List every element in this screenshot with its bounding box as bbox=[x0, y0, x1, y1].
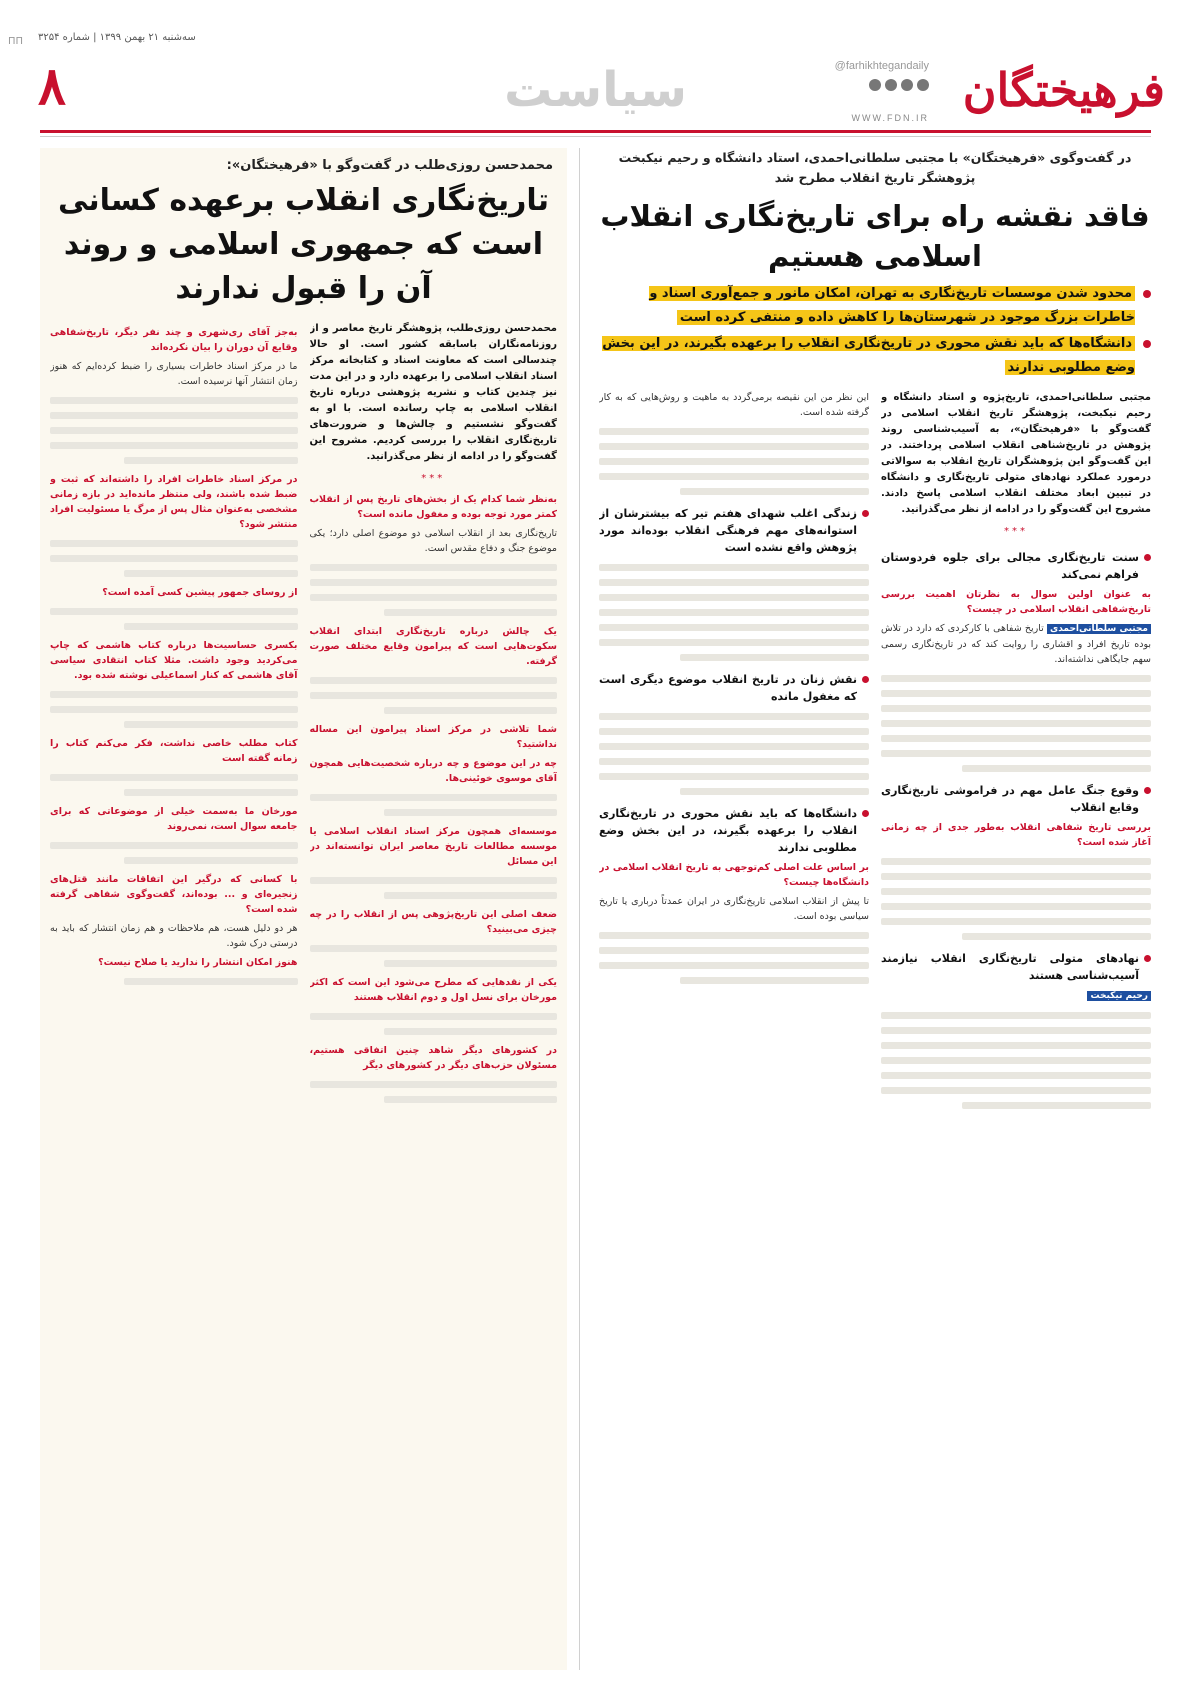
left-question-10: در مرکز اسناد خاطرات افراد را داشته‌اند که ثبت و ضبط شده باشند، ولی منتظر مانده‌اید در بازه زمانی مشخصی به‌عنوان مثال پس از مرگ یا مسئولیت افراد منتشر شود؟ bbox=[50, 474, 298, 530]
subhead-3: نهادهای متولی تاریخ‌نگاری انقلاب نیازمند آسیب‌شناسی هستند bbox=[881, 950, 1151, 984]
text-line bbox=[384, 892, 557, 899]
text-line bbox=[50, 442, 298, 449]
text-line bbox=[384, 809, 557, 816]
text-line bbox=[124, 721, 297, 728]
left-question-13: کتاب مطلب خاصی نداشت، فکر می‌کنم کتاب را زمانه گفته است bbox=[50, 738, 298, 764]
text-line bbox=[384, 960, 557, 967]
left-article bbox=[40, 148, 567, 1670]
text-line bbox=[310, 692, 558, 699]
newspaper-logo[interactable] bbox=[935, 55, 1165, 125]
text-line bbox=[962, 933, 1151, 940]
text-line bbox=[881, 735, 1151, 742]
right-intro-paragraph: مجتبی سلطانی‌احمدی، تاریخ‌پژوه و استاد دانشگاه و رحیم نیکبخت، پژوهشگر تاریخ انقلاب اسلامی در گفت‌وگو با «فرهیختگان»، به آسیب‌شناسی روند پژوهش در تاریخ‌شناهی انقلاب اسلامی پرداختند. در این گفت‌وگو این پژوهشگران تاریخ انقلاب به سوالاتی درمورد عملکرد نهادهای متولی تاریخ‌نگاری و دانشگاه در تبیین ابعاد مختلف انقلاب اسلامی پاسخ دادند. مشروح این گفت‌وگو را در ادامه از نظر می‌گذرانید. bbox=[881, 392, 1151, 515]
text-line bbox=[599, 947, 869, 954]
page-number: ۸ bbox=[38, 56, 66, 117]
text-line bbox=[310, 945, 558, 952]
text-line bbox=[50, 608, 298, 615]
text-line bbox=[50, 842, 298, 849]
text-line bbox=[881, 918, 1151, 925]
text-line bbox=[881, 1012, 1151, 1019]
text-line bbox=[599, 758, 869, 765]
left-question-14: مورخان ما به‌سمت خیلی از موضوعاتی که برای جامعه سوال است، نمی‌روند bbox=[50, 806, 298, 832]
left-question-6: ضعف اصلی این تاریخ‌پژوهی پس از انقلاب را در چه چیزی می‌بینید؟ bbox=[309, 909, 557, 935]
column-divider bbox=[579, 148, 580, 1670]
text-line bbox=[599, 564, 869, 571]
question-3: بر اساس علت اصلی کم‌توجهی به تاریخ انقلاب اسلامی در دانشگاه‌ها چیست؟ bbox=[599, 862, 869, 888]
text-line bbox=[881, 903, 1151, 910]
subhead-2: وقوع جنگ عامل مهم در فراموشی تاریخ‌نگاری وقایع انقلاب bbox=[881, 782, 1151, 816]
text-line bbox=[599, 443, 869, 450]
text-line bbox=[881, 888, 1151, 895]
subhead-6: دانشگاه‌ها که باید نقش محوری در تاریخ‌نگاری انقلاب را برعهده بگیرند، در این بخش وضع مطلوبی ندارند bbox=[599, 805, 869, 856]
header-rule bbox=[40, 130, 1151, 133]
right-article-columns bbox=[599, 390, 1151, 1117]
social-icons bbox=[869, 79, 929, 91]
text-line bbox=[124, 570, 297, 577]
body-snippet-3: تا پیش از انقلاب اسلامی تاریخ‌نگاری در ایران عمدتاً درباری یا تاریخ سیاسی بوده است. bbox=[599, 896, 869, 922]
left-question-7: یکی از نقدهایی که مطرح می‌شود این است که اکثر مورخان برای نسل اول و دوم انقلاب هستند bbox=[309, 977, 557, 1003]
text-line bbox=[599, 428, 869, 435]
text-line bbox=[50, 540, 298, 547]
text-line bbox=[680, 977, 869, 984]
text-line bbox=[310, 677, 558, 684]
left-col-1 bbox=[310, 321, 558, 1111]
section-title: سیاست bbox=[504, 62, 687, 118]
answer-b bbox=[881, 988, 1151, 1004]
text-line bbox=[310, 579, 558, 586]
corner-mark: ΠΠ bbox=[8, 36, 24, 47]
left-article-intro: محمدحسن روزی‌طلب در گفت‌وگو با «فرهیختگان»: bbox=[226, 158, 553, 173]
lead-1 bbox=[599, 282, 1151, 330]
text-line bbox=[50, 706, 298, 713]
subhead-4: زندگی اغلب شهدای هفتم تیر که بیشترشان از استوانه‌های مهم فرهنگی انقلاب بوده‌اند مورد پژوهش واقع نشده است bbox=[599, 505, 869, 556]
text-line bbox=[599, 473, 869, 480]
left-question-9: به‌جز آقای ری‌شهری و چند نفر دیگر، تاریخ‌شفاهی وقایع آن دوران را بیان نکرده‌اند bbox=[50, 327, 298, 353]
text-line bbox=[599, 962, 869, 969]
text-line bbox=[599, 458, 869, 465]
text-line bbox=[599, 609, 869, 616]
left-question-2: یک چالش درباره تاریخ‌نگاری ابتدای انقلاب سکوت‌هایی است که پیرامون وقایع مختلف صورت گرفته. bbox=[309, 626, 557, 667]
answer-1 bbox=[881, 621, 1151, 667]
issue-date: سه‌شنبه ۲۱ بهمن ۱۳۹۹ | شماره ۳۲۵۴ bbox=[38, 32, 196, 43]
text-line bbox=[680, 788, 869, 795]
text-line bbox=[881, 1042, 1151, 1049]
header-rule-thin bbox=[40, 136, 1151, 137]
left-body-snippet-1: تاریخ‌نگاری بعد از انقلاب اسلامی دو موضوع اصلی دارد؛ یکی موضوع جنگ و دفاع مقدس است. bbox=[309, 528, 557, 554]
text-line bbox=[599, 713, 869, 720]
site-url[interactable]: WWW.FDN.IR bbox=[851, 113, 929, 123]
question-2: بررسی تاریخ شفاهی انقلاب به‌طور جدی از چه زمانی آغاز شده است؟ bbox=[881, 822, 1151, 848]
text-line bbox=[680, 654, 869, 661]
text-line bbox=[124, 789, 297, 796]
text-line bbox=[599, 728, 869, 735]
text-line bbox=[124, 457, 297, 464]
text-line bbox=[310, 594, 558, 601]
speaker-a: مجتبی سلطانی‌احمدی bbox=[1047, 624, 1151, 634]
text-line bbox=[310, 1081, 558, 1088]
left-question-4: چه در این موضوع و چه درباره شخصیت‌هایی همچون آقای موسوی خوئینی‌ها. bbox=[309, 758, 557, 784]
subhead-1: سنت تاریخ‌نگاری مجالی برای جلوه فردوستان فراهم نمی‌کند bbox=[881, 549, 1151, 583]
text-line bbox=[680, 488, 869, 495]
left-col-2 bbox=[50, 321, 298, 1111]
text-line bbox=[50, 691, 298, 698]
text-line bbox=[599, 594, 869, 601]
left-question-8: در کشورهای دیگر شاهد چنین اتفاقی هستیم، مسئولان حزب‌های دیگر در کشورهای دیگر bbox=[309, 1045, 557, 1071]
left-article-title: تاریخ‌نگاری انقلاب برعهده کسانی است که جمهوری اسلامی و روند آن را قبول ندارند bbox=[58, 183, 549, 306]
social-handle[interactable]: @farhikhtegandaily bbox=[834, 60, 929, 72]
text-line bbox=[50, 555, 298, 562]
lead-2 bbox=[599, 332, 1151, 380]
text-line bbox=[50, 774, 298, 781]
text-line bbox=[881, 720, 1151, 727]
text-line bbox=[881, 705, 1151, 712]
left-question-15: با کسانی که درگیر این اتفاقات مانند قتل‌های زنجیره‌ای و ... بوده‌اند، گفت‌وگوی شفاهی گرفته شده است؟ bbox=[50, 874, 298, 915]
left-question-11: از روسای جمهور پیشین کسی آمده است؟ bbox=[102, 587, 298, 598]
right-article bbox=[599, 148, 1151, 1670]
lead-1-text: محدود شدن موسسات تاریخ‌نگاری به تهران، امکان مانور و جمع‌آوری اسناد و خاطرات بزرگ موجود در شهرستان‌ها را کاهش داده و منتفی کرده است bbox=[649, 286, 1135, 325]
lead-2-text: دانشگاه‌ها که باید نقش محوری در تاریخ‌نگاری انقلاب را برعهده بگیرند، در این بخش وضع مطلوبی ندارند bbox=[602, 336, 1135, 375]
aparat-icon[interactable] bbox=[917, 79, 929, 91]
text-line bbox=[50, 427, 298, 434]
left-question-12: بکسری حساسیت‌ها درباره کتاب هاشمی که چاپ می‌کردید وجود داشت. مثلا کتاب انتقادی سیاسی آقای هاشمی که کنار اسماعیلی نوشته شده بود. bbox=[50, 640, 298, 681]
left-question-3: شما تلاشی در مرکز اسناد پیرامون این مساله نداشتید؟ bbox=[309, 724, 557, 750]
text-line bbox=[124, 623, 297, 630]
text-line bbox=[881, 858, 1151, 865]
text-line bbox=[599, 624, 869, 631]
text-line bbox=[384, 609, 557, 616]
instagram-icon[interactable] bbox=[869, 79, 881, 91]
text-line bbox=[50, 397, 298, 404]
separator-stars: *** bbox=[421, 473, 446, 484]
text-line bbox=[599, 773, 869, 780]
subhead-5: نقش زنان در تاریخ انقلاب موضوع دیگری است که مغفول مانده bbox=[599, 671, 869, 705]
text-line bbox=[384, 1028, 557, 1035]
speaker-b: رحیم نیکبخت bbox=[1087, 991, 1151, 1001]
text-line bbox=[599, 932, 869, 939]
text-line bbox=[881, 1057, 1151, 1064]
left-question-16: هنوز امکان انتشار را ندارید یا صلاح نیست؟ bbox=[98, 957, 298, 968]
question-1: به عنوان اولین سوال به نظرتان اهمیت بررسی تاریخ‌شفاهی انقلاب اسلامی در چیست؟ bbox=[881, 589, 1151, 615]
text-line bbox=[881, 873, 1151, 880]
text-line bbox=[124, 857, 297, 864]
text-line bbox=[962, 765, 1151, 772]
left-body-snippet-3: هر دو دلیل هست، هم ملاحظات و هم زمان انتشار که باید به درستی درک شود. bbox=[50, 923, 298, 949]
right-article-intro: در گفت‌وگوی «فرهیختگان» با مجتبی سلطانی‌احمدی، استاد دانشگاه و رحیم نیکبخت پژوهشگر تاریخ انقلاب مطرح شد bbox=[618, 150, 1132, 185]
text-line bbox=[962, 1102, 1151, 1109]
text-line bbox=[881, 675, 1151, 682]
text-line bbox=[384, 707, 557, 714]
left-question-5: موسسه‌ای همچون مرکز اسناد انقلاب اسلامی یا موسسه مطالعات تاریخ معاصر ایران توانسته‌اند در این مسائل bbox=[309, 826, 557, 867]
twitter-icon[interactable] bbox=[901, 79, 913, 91]
text-line bbox=[124, 978, 297, 985]
text-line bbox=[384, 1096, 557, 1103]
left-intro-paragraph: محمدحسن روزی‌طلب، پژوهشگر تاریخ معاصر و از روزنامه‌نگاران باسابقه کشور است. او حالا چندسالی است که معاونت اسناد و کتابخانه مرکز اسناد انقلاب اسلامی را برعهده دارد و در این مدت نیز چندین کتاب و نشریه پژوهشی درباره تاریخ انقلاب اسلامی به چاپ رسانده است. با او به گفت‌وگو نشستیم و چالش‌ها و ضرورت‌های تاریخ‌نگاری انقلاب را بررسی کردیم. مشروح این گفت‌وگو را در ادامه از نظر می‌گذرانید. bbox=[309, 323, 557, 462]
text-line bbox=[310, 877, 558, 884]
logo-text: فرهیختگان bbox=[962, 63, 1165, 117]
text-line bbox=[599, 743, 869, 750]
left-body-snippet-2: ما در مرکز اسناد خاطرات بسیاری را ضبط کرده‌ایم که هنوز زمان انتشار آنها نرسیده است. bbox=[50, 361, 298, 387]
text-line bbox=[881, 1027, 1151, 1034]
right-col-2 bbox=[599, 390, 869, 1117]
text-line bbox=[881, 750, 1151, 757]
text-line bbox=[50, 412, 298, 419]
right-article-title: فاقد نقشه راه برای تاریخ‌نگاری انقلاب اسلامی هستیم bbox=[600, 199, 1150, 273]
text-line bbox=[599, 579, 869, 586]
body-snippet-1: تاریخ شفاهی با کارکردی که دارد در تلاش بوده تاریخ افراد و اقشاری را روایت کند که در تاریخ‌نگاری رسمی سهم‌ جایگاهی نداشته‌اند. bbox=[881, 623, 1151, 665]
text-line bbox=[599, 639, 869, 646]
left-question-1: به‌نظر شما کدام یک از بخش‌های تاریخ پس از انقلاب کمتر مورد توجه بوده و مغفول مانده است؟ bbox=[309, 494, 557, 520]
text-line bbox=[881, 1072, 1151, 1079]
text-line bbox=[310, 564, 558, 571]
text-line bbox=[881, 1087, 1151, 1094]
text-line bbox=[310, 1013, 558, 1020]
text-line bbox=[881, 690, 1151, 697]
text-line bbox=[310, 794, 558, 801]
separator-stars: *** bbox=[1004, 526, 1028, 537]
left-article-columns bbox=[40, 321, 567, 1111]
telegram-icon[interactable] bbox=[885, 79, 897, 91]
body-snippet-2: این نظر من این نقیصه برمی‌گردد به ماهیت و روش‌هایی که به کار گرفته شده است. bbox=[599, 392, 869, 418]
right-col-1 bbox=[881, 390, 1151, 1117]
